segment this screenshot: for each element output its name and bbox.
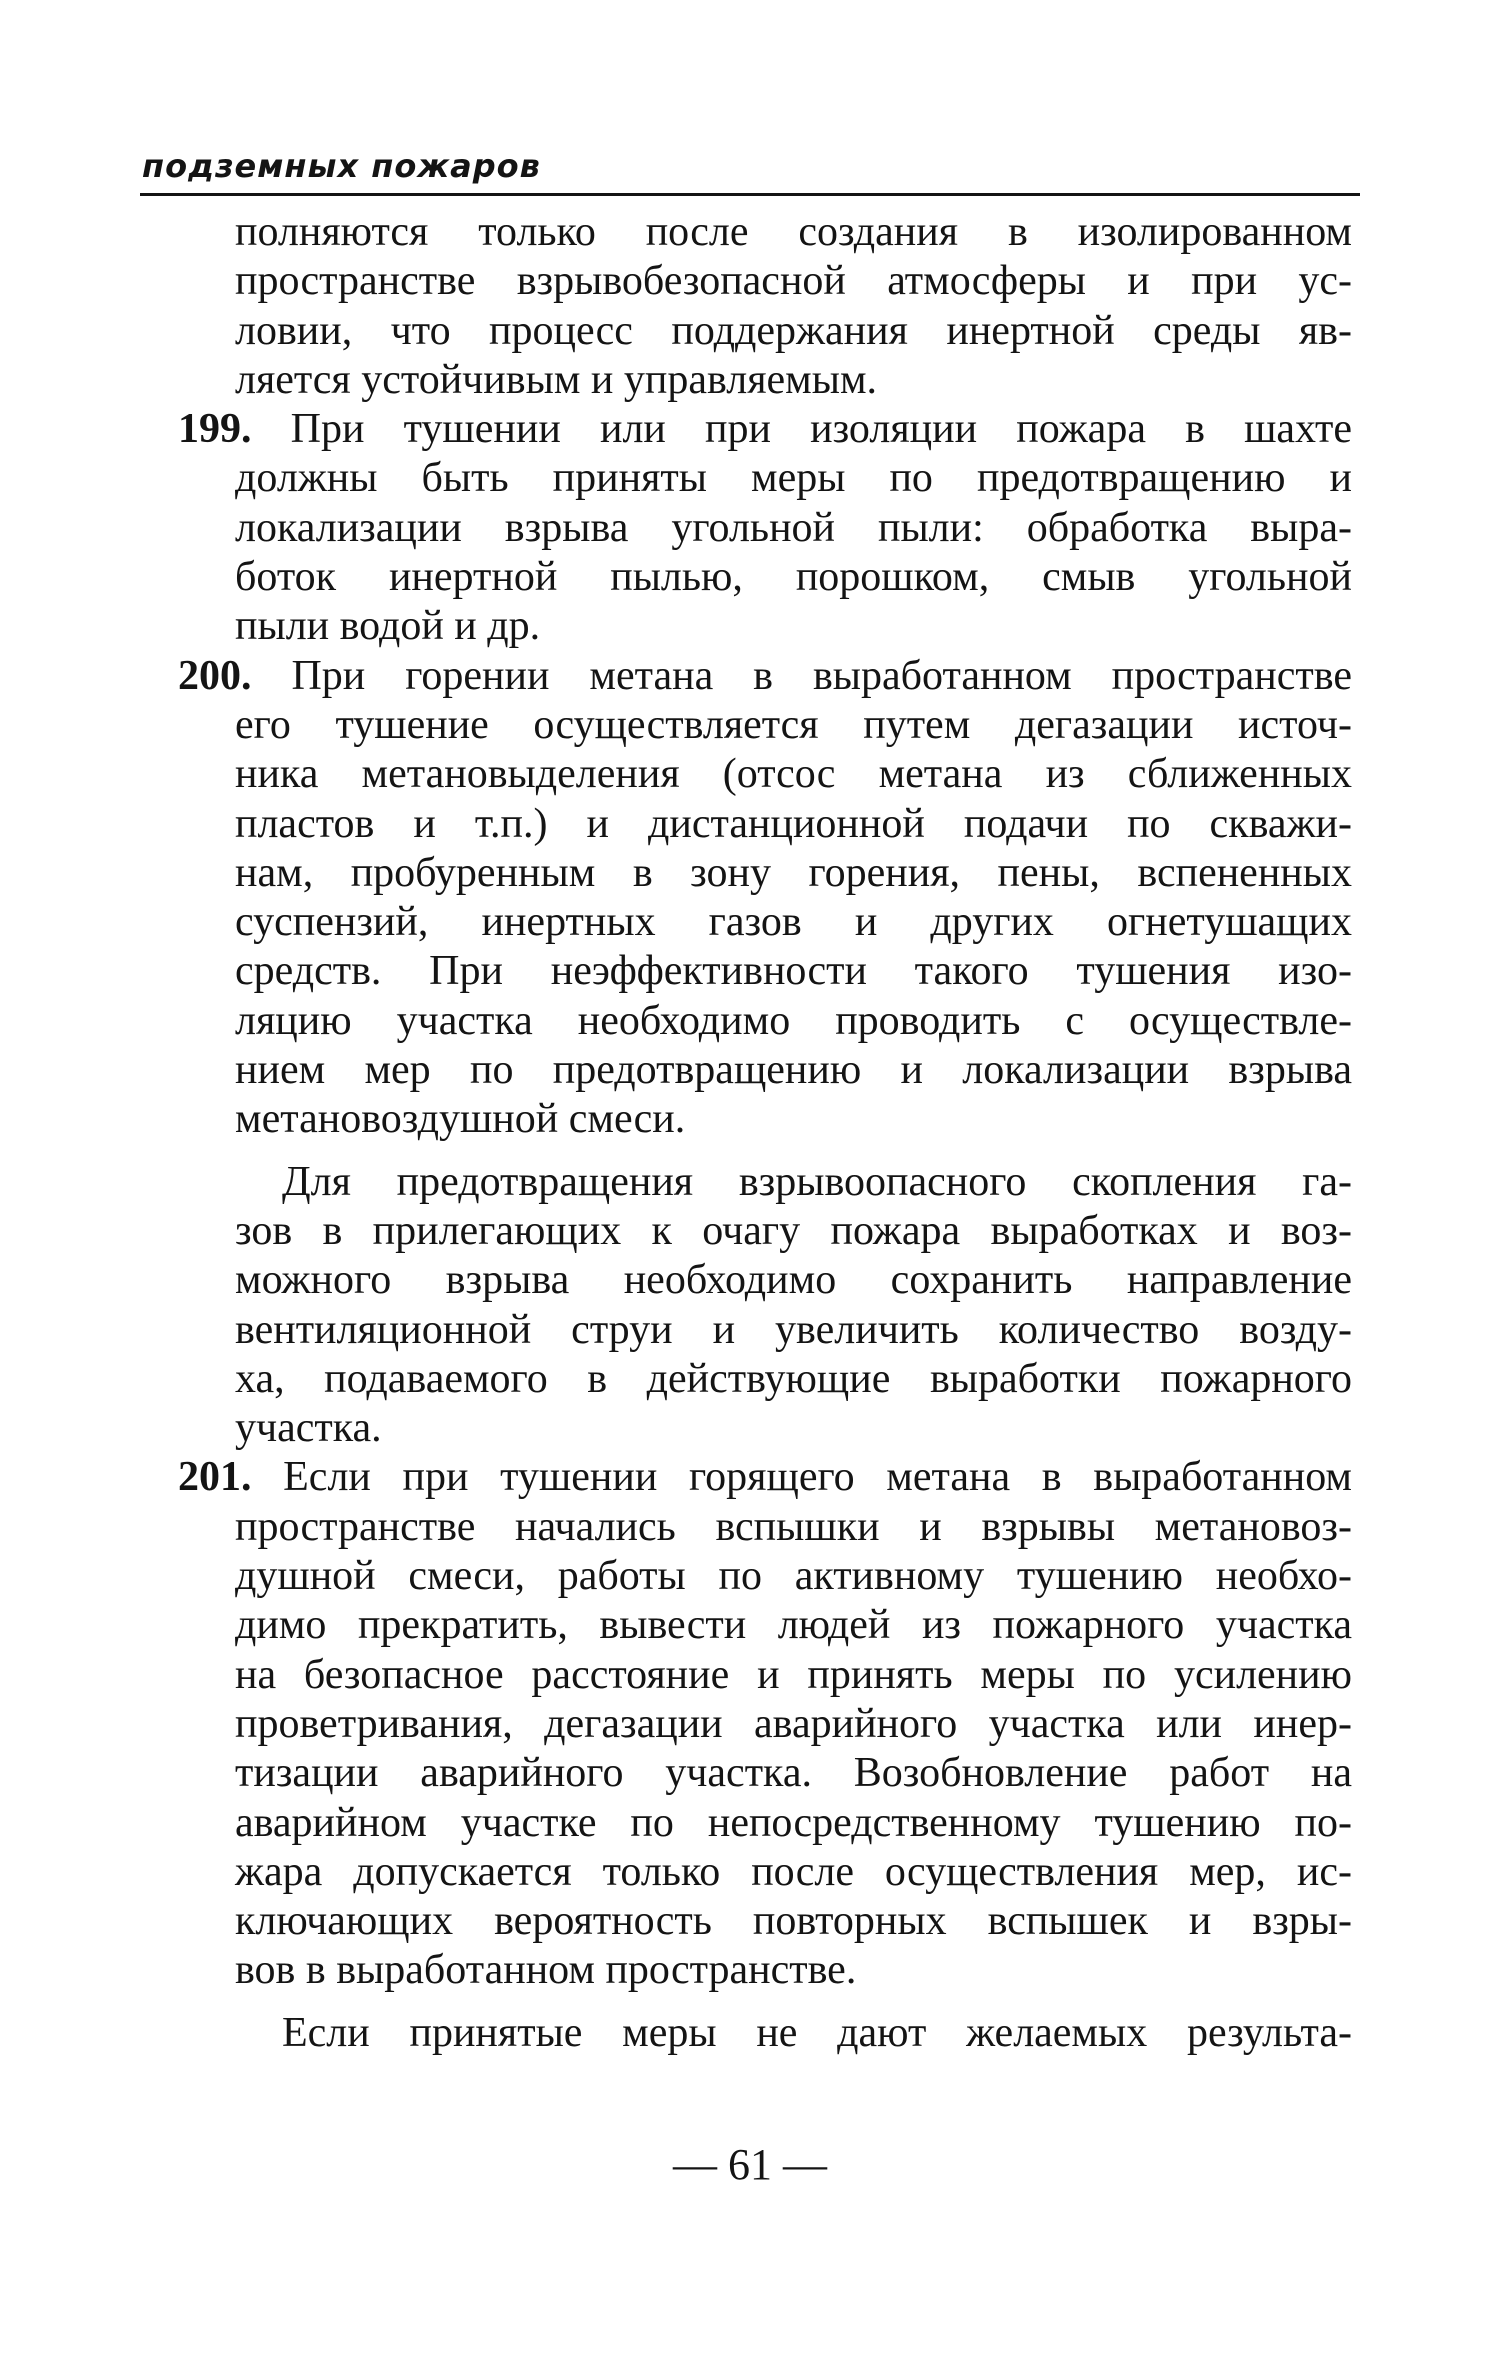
text-line: ха, подаваемого в действующие выработки пожарного: [235, 1355, 1352, 1402]
text-line: пространстве начались вспышки и взрывы метановоз-: [235, 1503, 1352, 1550]
text-line: участка.: [235, 1405, 382, 1452]
text-line: жара допускается только после осуществления мер, ис-: [235, 1848, 1352, 1895]
text-line: метановоздушной смеси.: [235, 1096, 686, 1143]
text-line: Если при тушении горящего метана в выработанном: [283, 1454, 1352, 1501]
page-number: — 61 —: [673, 2140, 827, 2189]
text-line: пыли водой и др.: [235, 603, 541, 650]
text-line: ляцию участка необходимо проводить с осуществле-: [235, 997, 1352, 1044]
text-line: душной смеси, работы по активному тушению необхо-: [235, 1553, 1352, 1600]
item-200-first-line: [140, 652, 1352, 701]
item-number-200: 200.: [178, 652, 252, 699]
text-line: локализации взрыва угольной пыли: обработка выра-: [235, 504, 1352, 551]
item-number-199: 199.: [178, 406, 252, 453]
text-line: средств. При неэффективности такого тушения изо-: [235, 948, 1352, 995]
text-line: аварийном участке по непосредственному тушению по-: [235, 1799, 1352, 1846]
text-line: димо прекратить, вывести людей из пожарного участка: [235, 1602, 1352, 1649]
running-head: подземных пожаров: [142, 147, 541, 185]
text-line: ключающих вероятность повторных вспышек и взры-: [235, 1898, 1352, 1945]
text-line: вов в выработанном пространстве.: [235, 1947, 857, 1994]
item-number-201: 201.: [178, 1454, 252, 1501]
text-line: проветривания, дегазации аварийного участка или инер-: [235, 1700, 1352, 1747]
text-line: можного взрыва необходимо сохранить направление: [235, 1257, 1352, 1304]
text-line: зов в прилегающих к очагу пожара выработках и воз-: [235, 1207, 1352, 1254]
text-line: полняются только после создания в изолированном: [235, 209, 1352, 255]
item-199-first-line: [140, 405, 1352, 454]
item-201-first-line: [140, 1453, 1352, 1502]
text-line: на безопасное расстояние и принять меры по усилению: [235, 1651, 1352, 1698]
text-line: суспензий, инертных газов и других огнетушащих: [235, 899, 1352, 946]
text-line: ника метановыделения (отсос метана из сближенных: [235, 751, 1352, 798]
text-line: его тушение осуществляется путем дегазации источ-: [235, 701, 1352, 748]
text-line: должны быть приняты меры по предотвращению и: [235, 455, 1352, 502]
text-line: ловии, что процесс поддержания инертной среды яв-: [235, 307, 1352, 354]
text-line: тизации аварийного участка. Возобновление работ на: [235, 1750, 1352, 1797]
paragraph-first-line: Для предотвращения взрывоопасного скопления га-: [282, 1158, 1352, 1205]
body-text: [140, 208, 1352, 2058]
text-line: ляется устойчивым и управляемым.: [235, 356, 878, 403]
paragraph-first-line: Если принятые меры не дают желаемых результа-: [282, 2009, 1352, 2056]
text-line: боток инертной пылью, порошком, смыв угольной: [235, 554, 1352, 601]
text-line: пластов и т.п.) и дистанционной подачи по скважи-: [235, 800, 1352, 847]
text-line: При тушении или при изоляции пожара в шахте: [290, 406, 1353, 453]
header-rule: [140, 193, 1360, 196]
text-line: При горении метана в выработанном пространстве: [291, 652, 1353, 699]
text-line: нием мер по предотвращению и локализации взрыва: [235, 1047, 1352, 1094]
text-line: нам, пробуренным в зону горения, пены, вспененных: [235, 849, 1352, 896]
text-line: вентиляционной струи и увеличить количество возду-: [235, 1306, 1352, 1353]
text-line: пространстве взрывобезопасной атмосферы и при ус-: [235, 258, 1352, 305]
